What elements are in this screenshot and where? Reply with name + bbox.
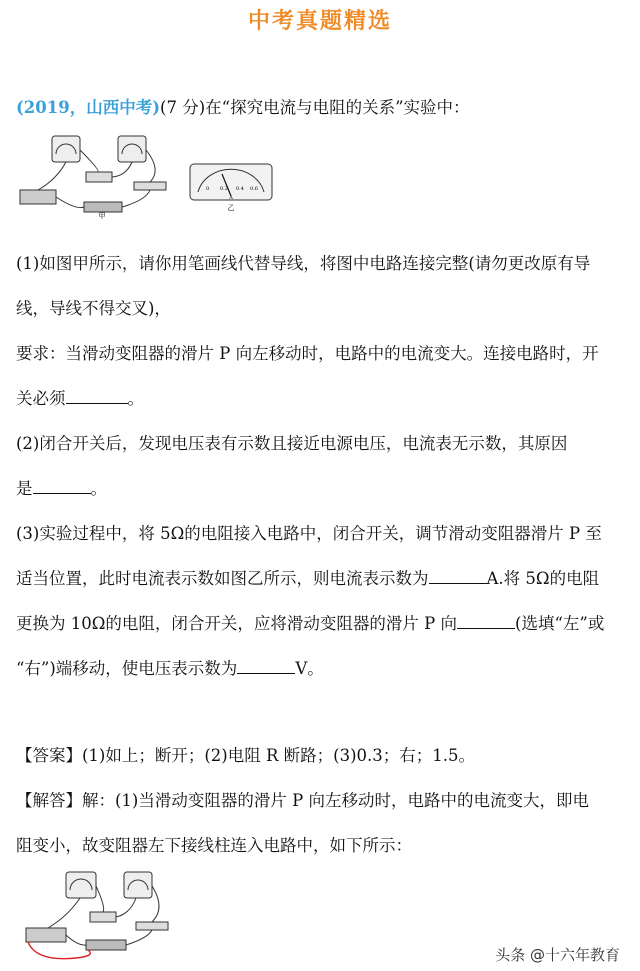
scale-1: 0.2 [220, 186, 228, 192]
circuit-figure-jia [16, 130, 176, 220]
part1-line4-text-a: 关必须 [16, 389, 66, 408]
question-header-text: (7 分)在“探究电流与电阻的关系”实验中： [160, 98, 470, 117]
part2-line2-text-b: 。 [90, 479, 107, 498]
part3-line4-text-b: V。 [295, 659, 324, 678]
question-source: (2019，山西中考) [16, 98, 161, 117]
solution-line1: 【解答】解：(1)当滑动变阻器的滑片 P 向左移动时，电路中的电流变大，即电 [16, 791, 589, 810]
part3-line2-text-a: 适当位置，此时电流表示数如图乙所示，则电流表示数为 [16, 569, 429, 588]
part3-line2-text-b: A.将 5Ω的电阻 [486, 569, 600, 588]
part3-line4 [16, 655, 324, 679]
answer-blank [429, 569, 487, 584]
answer-blank [66, 389, 128, 404]
part1-line4-text-b: 。 [127, 389, 144, 408]
part2-line2-text-a: 是 [16, 479, 33, 498]
part3-line2 [16, 565, 599, 589]
solution-line2: 阻变小，故变阻器左下接线柱连入电路中，如下所示： [16, 836, 412, 855]
answer-line: 【答案】(1)如上；断开；(2)电阻 R 断路；(3)0.3；右；1.5。 [16, 746, 476, 765]
part1-line2: 线，导线不得交叉)， [16, 299, 171, 318]
part1-line1: (1)如图甲所示，请你用笔画线代替导线，将图中电路连接完整(请勿更改原有导 [16, 254, 591, 273]
part1-line3: 要求：当滑动变阻器的滑片 P 向左移动时，电路中的电流变大。连接电路时，开 [16, 344, 599, 363]
ammeter-unit: A [229, 195, 233, 201]
answer-blank [457, 614, 515, 629]
answer-blank [237, 659, 295, 674]
ammeter-figure-yi [186, 160, 276, 212]
answer-blank [33, 479, 91, 494]
part3-line3-text-a: 更换为 10Ω的电阻，闭合开关，应将滑动变阻器的滑片 P 向 [16, 614, 458, 633]
page-title: 中考真题精选 [247, 9, 392, 34]
scale-0: 0 [206, 186, 210, 192]
fig-label-yi: 乙 [227, 204, 235, 212]
fig-label-jia: 甲 [98, 212, 106, 220]
part1-line4 [16, 385, 144, 409]
part3-line1: (3)实验过程中，将 5Ω的电阻接入电路中，闭合开关，调节滑动变阻器滑片 P 至 [16, 524, 602, 543]
scale-3: 0.6 [250, 186, 258, 192]
question-header [16, 94, 470, 118]
scale-2: 0.4 [236, 186, 244, 192]
part2-line2 [16, 475, 107, 499]
part3-line3 [16, 610, 604, 634]
part2-line1: (2)闭合开关后，发现电压表有示数且接近电源电压，电流表无示数，其原因 [16, 434, 568, 453]
watermark: 头条 @十六年教育 [489, 942, 626, 967]
part3-line3-text-b: (选填“左”或 [515, 614, 605, 633]
part3-line4-text-a: “右”)端移动，使电压表示数为 [16, 659, 238, 678]
solution-circuit-figure [16, 866, 176, 966]
